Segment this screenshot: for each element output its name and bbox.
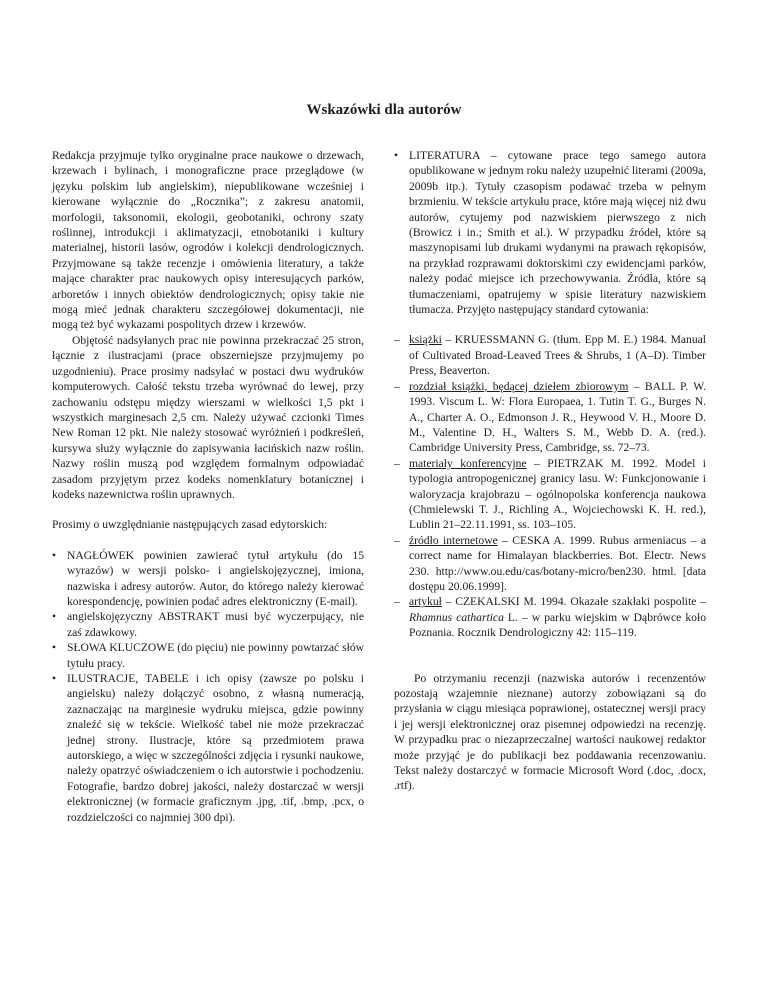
bullet-mark: • <box>52 610 57 624</box>
bullet-text: ILUSTRACJE, TABELE i ich opisy (zawsze po polsku i angielsku) należy dołączyć osobno, z własną numeracją, zaznaczając na marginesie wydruku miejsca, gdzie powinny znaleźć się w tekście. Wielkość tabel nie może przekraczać jednej strony. Ilustracje, które są przedmiotem prawa autorskiego, a więc w szczególności zdjęcia i rysunki naukowe, należy opatrzyć oświadczeniem o ich autorstwie i pochodzeniu. Fotografie, bardzo dobrej jakości, należy dostarczać w wersji elektronicznej (w formacie graficznym .jpg, .tif, .bmp, .pcx, o rozdzielczości co najmniej 300 dpi). <box>67 672 364 824</box>
ref-label: książki <box>409 333 442 347</box>
ref-label: artykuł <box>409 595 442 609</box>
ref-chapter <box>394 379 706 456</box>
left-column <box>52 148 364 825</box>
dash-mark: – <box>394 456 400 470</box>
ref-text: – KRUESSMANN G. (tłum. Epp M. E.) 1984. Manual of Cultivated Broad-Leaved Trees & Shrubs, 1 (A–D). Timber Press, Beaverton. <box>409 333 706 378</box>
bullet-keywords <box>52 640 364 671</box>
ref-conference <box>394 456 706 533</box>
ref-text: – BALL P. W. 1993. Viscum L. W: Flora Europaea, 1. Tutin T. G., Burges N. A., Charter A. O., Edmonson J. R., Heywood V. H., Moore D. M., Valentine D. H., Walters S. M., Webb D. A. (red.). Cambridge University Press, Cambridge, ss. 72–73. <box>409 379 706 455</box>
page-title: Wskazówki dla autorów <box>306 102 462 118</box>
ref-text-end: L. – w parku wiejskim w Dąbrówce koło Poznania. Rocznik Dendrologiczny 42: 115–119. <box>409 610 706 640</box>
ref-text: – CZEKALSKI M. 1994. Okazałe szakłaki pospolite – <box>441 595 706 609</box>
bullet-mark: • <box>394 149 399 162</box>
length-paragraph: Objętość nadsyłanych prac nie powinna przekraczać 25 stron, łącznie z ilustracjami (prace obszerniejsze przyjmujemy po uzgodnieniu). Prace prosimy nadsyłać w postaci dwu wydruków komputerowych. Całość tekstu trzeba wyrównać do lewej, przy zachowaniu odstępu między wierszami w wielkości 1,5 pkt i wszystkich marginesach 2,5 cm. Należy używać czcionki Times New Roman 12 pkt. Nie należy stosować wyróżnień i podkreśleń, kursywa służy wyłącznie do zapisywania łacińskich nazw roślin. Nazwy roślin muszą pod względem formalnym odpowiadać zasadom przyjętym przez kodeks nomenklatury botanicznej i kodeks nazewnictwa roślin uprawnych. <box>52 333 364 501</box>
bullet-illustrations <box>52 671 364 825</box>
dash-mark: – <box>394 333 400 347</box>
bullet-text: NAGŁÓWEK powinien zawierać tytuł artykułu (do 15 wyrazów) w wersji polsko- i angielskojęzycznej, imiona, nazwiska i adresy autorów. Autor, do którego należy kierować korespondencję, powinien podać adres elektroniczny (E-mail). <box>67 548 364 608</box>
bullet-mark: • <box>52 672 57 685</box>
species-name: Rhamnus cathartica <box>409 610 504 624</box>
dash-mark: – <box>394 379 400 393</box>
dash-mark: – <box>394 533 400 547</box>
bullet-text: SŁOWA KLUCZOWE (do pięciu) nie powinny powtarzać słów tytułu pracy. <box>67 641 364 670</box>
dash-mark: – <box>394 595 400 609</box>
ref-article <box>394 594 706 640</box>
ref-label: materiały konferencyjne <box>409 456 527 470</box>
bullet-text: angielskojęzyczny ABSTRAKT musi być wyczerpujący, nie zaś zdawkowy. <box>67 610 364 639</box>
ref-internet <box>394 533 706 595</box>
bullet-header <box>52 548 364 610</box>
ref-text: – PIETRZAK M. 1992. Model i typologia antropogenicznej granicy lasu. W: Funkcjonowanie i waloryzacja krajobrazu – ogólnopolska konferencja naukowa (Chmielewski T. J., Richling A., Wojciechowski K. H. red.), Lublin 21–22.11.1991, ss. 103–105. <box>409 456 706 532</box>
bullet-mark: • <box>52 641 57 655</box>
bullet-abstract <box>52 609 364 640</box>
ref-label: źródło internetowe <box>409 533 498 547</box>
bullet-literature <box>394 148 706 317</box>
right-column <box>394 148 706 794</box>
ref-book <box>394 332 706 378</box>
intro-paragraph: Redakcja przyjmuje tylko oryginalne prace naukowe o drzewach, krzewach i bylinach, i monograficzne prace przeglądowe (w języku polskim lub angielskim), niepublikowane wcześniej i kierowane wyłącznie do „Rocznika”; z zakresu anatomii, morfologii, taksonomii, ekologii, geobotaniki, ochrony szaty roślinnej, introdukcji i aklimatyzacji, etnobotaniki i kultury materialnej, historii lasów, ogrodów i kolekcji dendrologicznych. Przyjmowane są także recenzje i omówienia literatury, a także mające charakter prac naukowych opisy interesujących parków, arboretów i innych obiektów dendrologicznych; opisy takie nie mogą mieć jednak charakteru szczegółowej dokumentacji, nie mogą też być wykazami pospolitych drzew i krzewów. <box>52 149 364 332</box>
ref-text: – CESKA A. 1999. Rubus armeniacus – a correct name for Himalayan blackberries. Bot. Electr. News 230. http://www.ou.edu/cas/botany-micro/ben230. html. [data dostępu 20.06.1999]. <box>409 533 707 593</box>
bullet-text: LITERATURA – cytowane prace tego samego autora opublikowane w jednym roku należy uzupełnić literami (2009a, 2009b itp.). Tytuły czasopism podawać trzeba w pełnym brzmieniu. W tekście artykułu prace, które mają więcej niż dwu autorów, cytujemy pod nazwiskiem pierwszego z nich (Browicz i in.; Smith et al.). W przypadku źródeł, które są maszynopisami lub drukami wydanymi na prawach rękopisów, na przykład rozprawami doktorskimi czy ewidencjami parków, należy podać miejsce ich przechowywania. Źródła, które są tłumaczeniami, opatrujemy w spisie literatury nazwiskiem tłumacza. Przyjęto następujący standard cytowania: <box>409 149 706 317</box>
ref-label: rozdział książki, będącej dziełem zbiorowym <box>409 379 629 393</box>
rules-intro: Prosimy o uwzględnianie następujących zasad edytorskich: <box>52 518 328 532</box>
closing-paragraph: Po otrzymaniu recenzji (nazwiska autorów i recenzentów pozostają wzajemnie nieznane) autorzy zobowiązani są do przysłania w ciągu miesiąca poprawionej, ostatecznej wersji pracy i jej wersji elektronicznej oraz pisemnej odpowiedzi na recenzję. W przypadku prac o niezaprzeczalnej wartości naukowej redaktor może przyjąć je do publikacji bez poddawania recenzowaniu. Tekst należy dostarczyć w formacie Microsoft Word (.doc, .docx, .rtf). <box>394 671 706 793</box>
bullet-mark: • <box>52 548 57 562</box>
